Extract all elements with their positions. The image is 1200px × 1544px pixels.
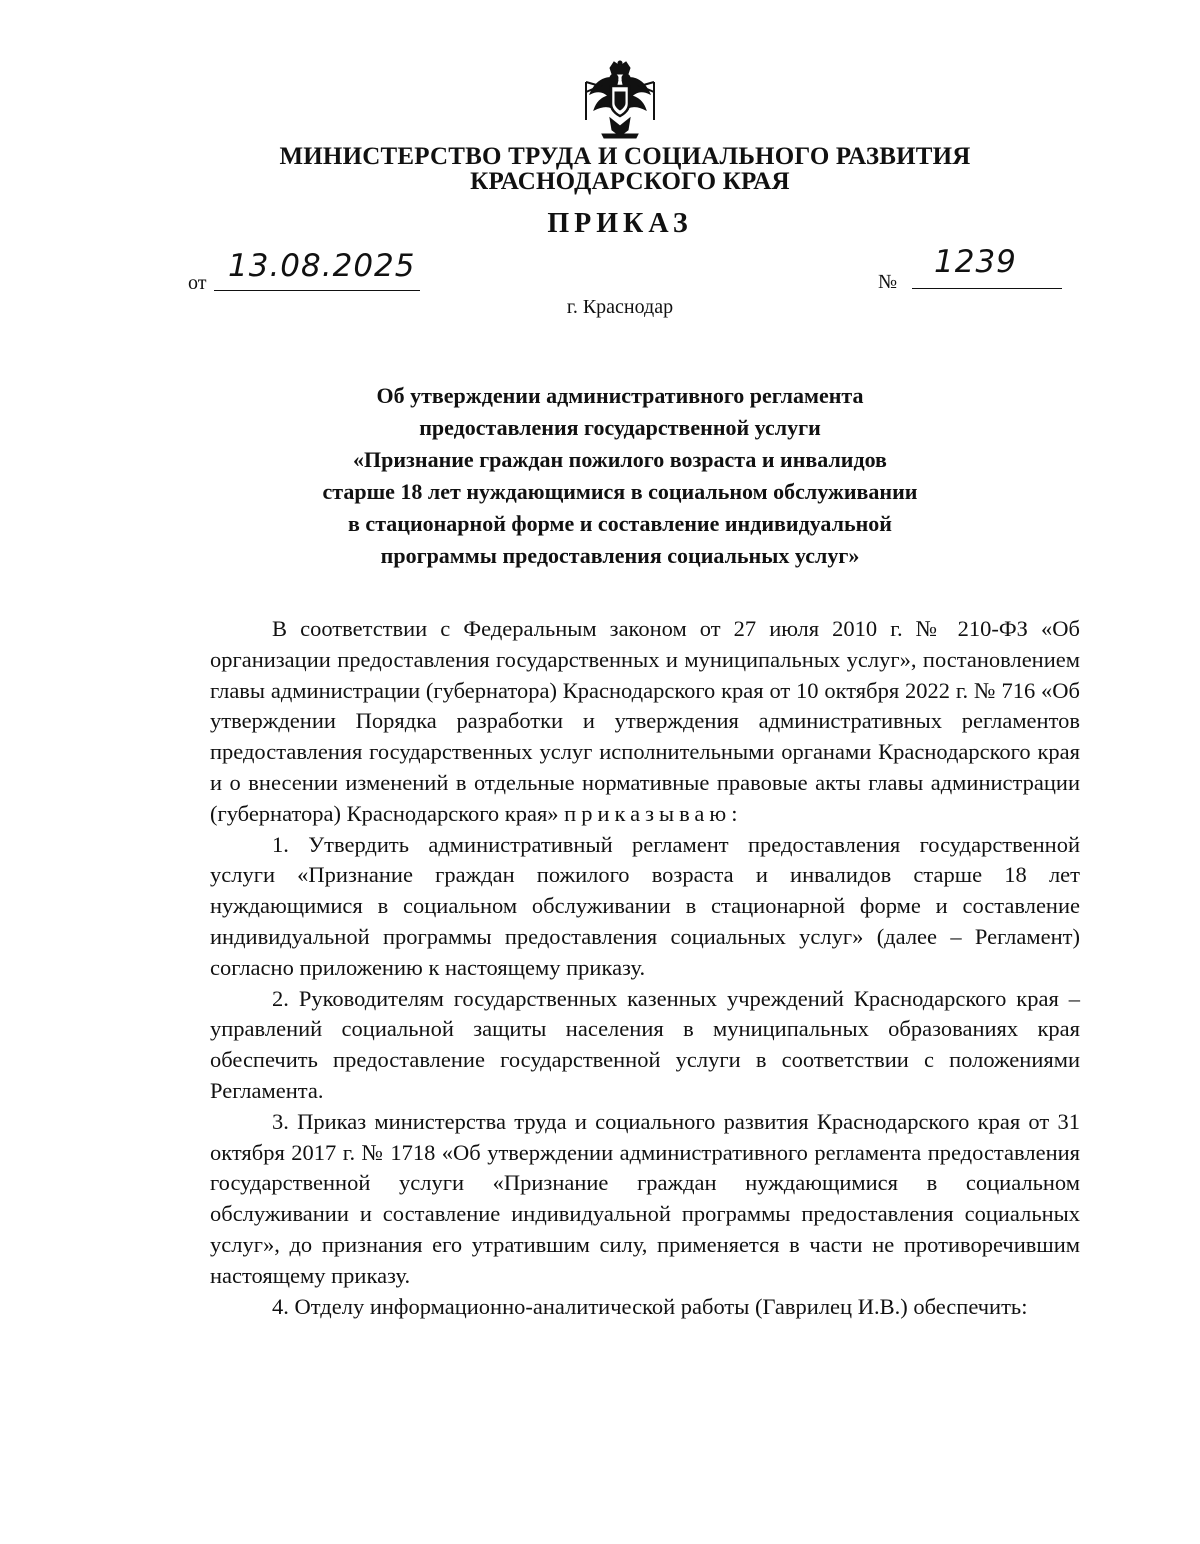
- date-underline: [214, 290, 420, 291]
- preamble-paragraph: [210, 614, 1080, 830]
- ministry-name-line-2: КРАСНОДАРСКОГО КРАЯ: [470, 168, 790, 195]
- order-number-field: [878, 244, 1068, 294]
- coat-of-arms-emblem: [580, 60, 660, 140]
- preamble-text: В соответствии с Федеральным законом от 27 июля 2010 г. № 210-ФЗ «Об организации предоставления государственных и муниципальных услуг», постановлением главы администрации (губернатора) Краснодарского края от 10 октября 2022 г. № 716 «Об утверждении Порядка разработки и утверждения административных регламентов предоставления государственных услуг исполнительными органами Краснодарского края и о внесении изменений в отдельные нормативные правовые акты главы администрации (губернатора) Краснодарского края»: [210, 616, 1080, 826]
- number-prefix-label: №: [878, 271, 898, 293]
- city-label: г. Краснодар: [566, 296, 674, 318]
- order-subject-heading: [260, 380, 980, 572]
- order-item-1: 1. Утвердить административный регламент предоставления государственной услуги «Признание граждан пожилого возраста и инвалидов старше 18 лет нуждающимися в социальном обслуживании в стационарной форме и составление индивидуальной программы предоставления социальных услуг» (далее – Регламент) согласно приложению к настоящему приказу.: [210, 831, 1080, 980]
- order-item-2: 2. Руководителям государственных казенных учреждений Краснодарского края – управлений социальной защиты населения в муниципальных образованиях края обеспечить предоставление государственной услуги в соответствии с положениями Регламента.: [210, 985, 1080, 1103]
- subject-line: программы предоставления социальных услуг»: [380, 543, 860, 568]
- number-underline: [912, 288, 1062, 289]
- order-body: [210, 614, 1080, 1322]
- date-handwritten-value: 13.08.2025: [228, 248, 416, 284]
- subject-line: в стационарной форме и составление индивидуальной: [348, 511, 892, 536]
- subject-line: «Признание граждан пожилого возраста и инвалидов: [353, 447, 887, 472]
- subject-line: старше 18 лет нуждающимися в социальном обслуживании: [322, 479, 918, 504]
- ministry-name-line-1: МИНИСТЕРСТВО ТРУДА И СОЦИАЛЬНОГО РАЗВИТИЯ: [279, 143, 971, 170]
- subject-line: Об утверждении административного регламента: [376, 383, 864, 408]
- date-prefix-label: от: [188, 272, 207, 294]
- number-handwritten-value: 1239: [934, 244, 1017, 280]
- order-title: ПРИКАЗ: [547, 208, 693, 239]
- subject-line: предоставления государственной услуги: [419, 415, 821, 440]
- preamble-verb: приказываю:: [564, 800, 743, 826]
- order-item-4: 4. Отделу информационно-аналитической работы (Гаврилец И.В.) обеспечить:: [272, 1293, 1028, 1319]
- order-date-field: [188, 246, 428, 296]
- order-item-3: 3. Приказ министерства труда и социального развития Краснодарского края от 31 октября 2017 г. № 1718 «Об утверждении административного регламента предоставления государственной услуги «Признание граждан нуждающимися в социальном обслуживании и составление индивидуальной программы предоставления социальных услуг», до признания его утратившим силу, применяется в части не противоречившим настоящему приказу.: [210, 1108, 1080, 1288]
